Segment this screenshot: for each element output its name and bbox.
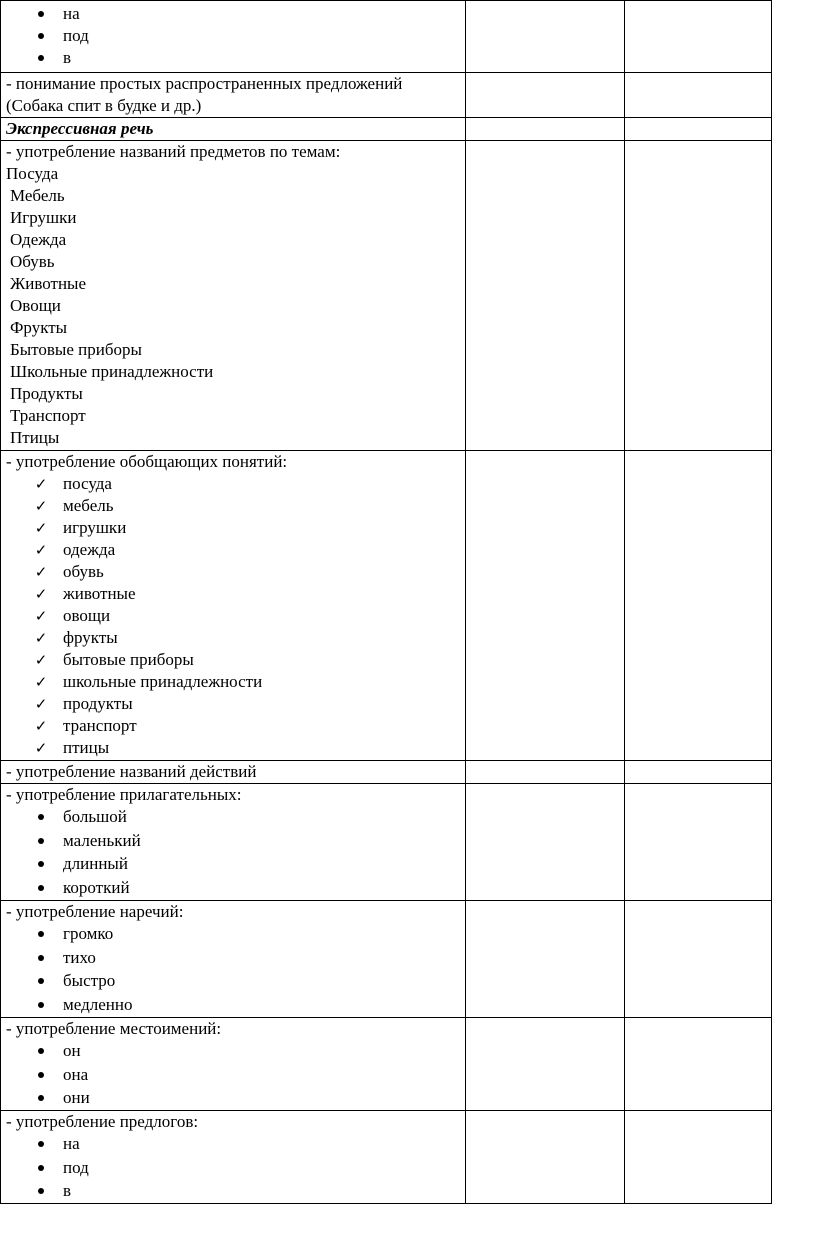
bullet-icon [31, 853, 51, 875]
bullet-icon [31, 947, 51, 969]
section-header [6, 118, 466, 140]
list-item: ✓ овощи [6, 605, 466, 627]
bullet-icon [31, 877, 51, 899]
row-prepositions [6, 1111, 466, 1204]
topic-item: Птицы [10, 428, 60, 447]
row-adverbs [6, 901, 466, 1017]
topic-item: Бытовые приборы [10, 340, 142, 359]
list-item: медленно [6, 994, 466, 1018]
row-adjectives [6, 784, 466, 900]
bullet-icon [31, 1064, 51, 1086]
list-item: он [6, 1040, 466, 1064]
cell-intro: - употребление местоимений: [6, 1019, 222, 1038]
list-item: большой [6, 806, 466, 830]
bullet-icon [31, 830, 51, 852]
bullet-icon [31, 806, 51, 828]
list-item: длинный [6, 853, 466, 877]
row-pronouns [6, 1018, 466, 1111]
list-item: она [6, 1064, 466, 1088]
list-item: ✓ продукты [6, 693, 466, 715]
table-border-right [771, 0, 772, 1203]
topic-item: Школьные принадлежности [10, 362, 214, 381]
list-item: ✓ посуда [6, 473, 466, 495]
checkmark-icon: ✓ [34, 585, 48, 603]
list-item: громко [6, 923, 466, 947]
bullet-icon [31, 1157, 51, 1179]
checkmark-icon: ✓ [34, 739, 48, 757]
list-item: короткий [6, 877, 466, 901]
row-generalizing [6, 451, 466, 759]
list-item: тихо [6, 947, 466, 971]
topic-item: Животные [10, 274, 87, 293]
bullet-icon [31, 970, 51, 992]
list-item: ✓ птицы [6, 737, 466, 759]
bullet-icon [31, 1087, 51, 1109]
cell-text: - понимание простых распространенных предложений [6, 74, 403, 93]
cell-intro: - употребление предлогов: [6, 1112, 199, 1131]
topic-item: Обувь [10, 252, 55, 271]
checkmark-icon: ✓ [34, 541, 48, 559]
bullet-icon [31, 994, 51, 1016]
list-item: ✓ игрушки [6, 517, 466, 539]
checkmark-icon: ✓ [34, 519, 48, 537]
checkmark-icon: ✓ [34, 475, 48, 493]
topic-item: Овощи [10, 296, 61, 315]
topic-item: Продукты [10, 384, 83, 403]
list-item: под [6, 25, 466, 47]
row-sentences [6, 73, 466, 117]
cell-intro: - употребление наречий: [6, 902, 184, 921]
list-item: на [6, 3, 466, 25]
list-item: ✓ школьные принадлежности [6, 671, 466, 693]
list-item: ✓ бытовые приборы [6, 649, 466, 671]
bullet-icon [31, 25, 51, 47]
list-item: ✓ транспорт [6, 715, 466, 737]
bullet-icon [31, 1040, 51, 1062]
bullet-icon [31, 1180, 51, 1202]
topic-item: Посуда [6, 164, 59, 183]
checkmark-icon: ✓ [34, 673, 48, 691]
topic-item: Транспорт [10, 406, 86, 425]
checkmark-icon: ✓ [34, 629, 48, 647]
cell-intro: - употребление названий предметов по темам: [6, 142, 341, 161]
topic-item: Игрушки [10, 208, 77, 227]
topic-item: Мебель [10, 186, 65, 205]
bullet-icon [31, 47, 51, 69]
bullet-icon [31, 3, 51, 25]
checkmark-icon: ✓ [34, 651, 48, 669]
list-item: маленький [6, 830, 466, 854]
list-item: ✓ фрукты [6, 627, 466, 649]
table-border-col2 [624, 0, 625, 1203]
row-border [0, 0, 772, 1]
list-item: они [6, 1087, 466, 1111]
list-item: ✓ мебель [6, 495, 466, 517]
cell-text: (Собака спит в будке и др.) [6, 96, 202, 115]
list-item: в [6, 47, 466, 69]
checkmark-icon: ✓ [34, 563, 48, 581]
topic-item: Одежда [10, 230, 67, 249]
checkmark-icon: ✓ [34, 717, 48, 735]
table-border-left [0, 0, 1, 1203]
section-title: Экспрессивная речь [6, 119, 154, 138]
checkmark-icon: ✓ [34, 497, 48, 515]
list-item: ✓ животные [6, 583, 466, 605]
list-item: быстро [6, 970, 466, 994]
row-prepositions-top [6, 3, 466, 69]
list-item: ✓ обувь [6, 561, 466, 583]
cell-intro: - употребление обобщающих понятий: [6, 452, 288, 471]
row-topics [6, 141, 466, 449]
checkmark-icon: ✓ [34, 695, 48, 713]
cell-text: - употребление названий действий [6, 762, 257, 781]
list-item: в [6, 1180, 466, 1204]
bullet-icon [31, 1133, 51, 1155]
checkmark-icon: ✓ [34, 607, 48, 625]
list-item: под [6, 1157, 466, 1181]
list-item: на [6, 1133, 466, 1157]
cell-intro: - употребление прилагательных: [6, 785, 242, 804]
list-item: ✓ одежда [6, 539, 466, 561]
row-actions [6, 761, 466, 783]
topic-item: Фрукты [10, 318, 68, 337]
bullet-icon [31, 923, 51, 945]
